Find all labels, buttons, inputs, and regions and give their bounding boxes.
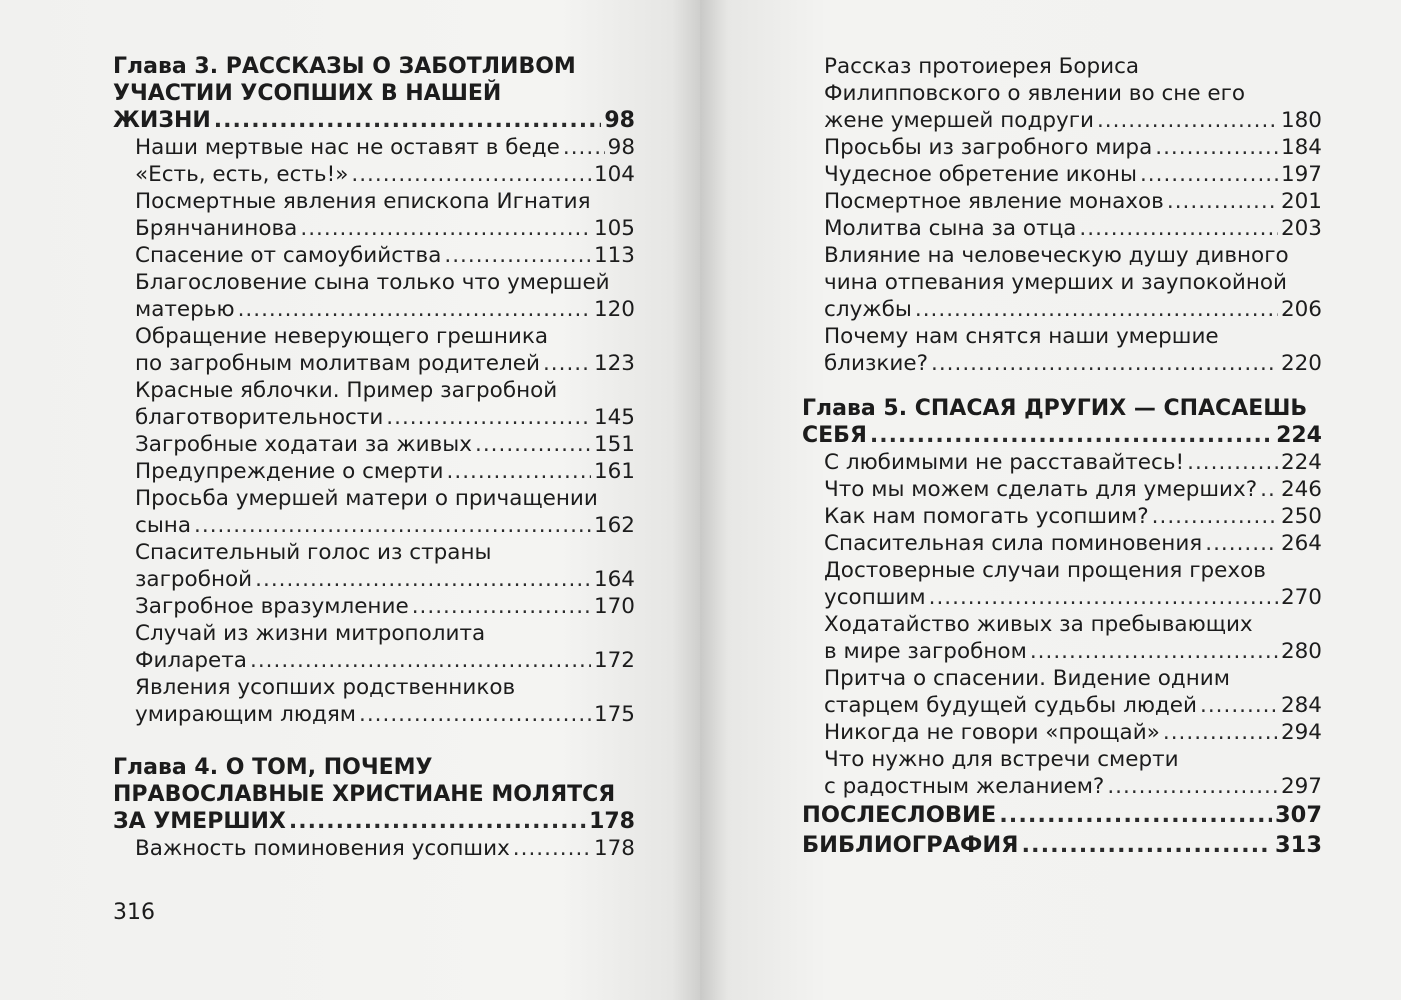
entry-title: загробной	[135, 567, 253, 592]
entry-title: матерью	[135, 297, 235, 322]
entry-title: усопшим	[824, 585, 926, 610]
toc-left	[113, 53, 635, 862]
entry-title: Филарета	[135, 648, 247, 673]
entry-page: 161	[593, 459, 635, 484]
entry-title: умирающим людям	[135, 702, 356, 727]
leader-dots	[447, 458, 591, 485]
entry-page: 201	[1280, 189, 1322, 214]
entry-page: 164	[593, 567, 635, 592]
toc-entry[interactable]	[135, 296, 635, 323]
entry-title: Предупреждение о смерти	[135, 459, 444, 484]
entry-page: 123	[593, 351, 635, 376]
entry-title-line: Притча о спасении. Видение одним	[824, 666, 1230, 691]
entry-page: 250	[1280, 504, 1322, 529]
entry-title: Как нам помогать усопшим?	[824, 504, 1149, 529]
entry-title: СЕБЯ	[802, 423, 867, 448]
toc-entry[interactable]	[135, 701, 635, 728]
entry-title-line: Спасительный голос из страны	[135, 540, 492, 565]
entry-title-line: Обращение неверующего грешника	[135, 324, 549, 349]
leader-dots	[359, 701, 591, 728]
entry-page: 284	[1280, 693, 1322, 718]
entry-page: 220	[1280, 351, 1322, 376]
leader-dots	[870, 422, 1273, 449]
leader-dots	[1260, 476, 1278, 503]
leader-dots	[250, 647, 591, 674]
leader-dots	[194, 512, 591, 539]
leader-dots	[475, 431, 591, 458]
entry-title: БИБЛИОГРАФИЯ	[802, 832, 1019, 858]
entry-title-line: Достоверные случаи прощения грехов	[824, 558, 1266, 583]
entry-title: с радостным желанием?	[824, 774, 1105, 799]
leader-dots	[999, 800, 1272, 830]
entry-title: близкие?	[824, 351, 929, 376]
entry-title: Наши мертвые нас не оставят в беде	[135, 135, 560, 160]
leader-dots	[412, 593, 591, 620]
entry-page: 104	[593, 162, 635, 187]
toc-right	[802, 53, 1322, 860]
entry-title: «Есть, есть, есть!»	[135, 162, 349, 187]
entry-page: 224	[1280, 450, 1322, 475]
entry-page: 178	[589, 809, 635, 834]
entry-title-line: Влияние на человеческую душу дивного	[824, 243, 1289, 268]
entry-title: Что мы можем сделать для умерших?	[824, 477, 1258, 502]
toc-entry[interactable]	[824, 692, 1322, 719]
toc-entry[interactable]	[135, 431, 635, 458]
toc-entry[interactable]	[824, 584, 1322, 611]
leader-dots	[1140, 161, 1278, 188]
entry-title: в мире загробном	[824, 639, 1027, 664]
leader-dots	[1187, 449, 1278, 476]
toc-entry[interactable]	[135, 161, 635, 188]
entry-page: 270	[1280, 585, 1322, 610]
leader-dots	[1152, 503, 1278, 530]
toc-entry-chapter-4[interactable]	[113, 808, 635, 835]
leader-dots	[444, 242, 591, 269]
entry-page: 264	[1280, 531, 1322, 556]
toc-entry[interactable]	[135, 134, 635, 161]
toc-entry-afterword[interactable]	[802, 800, 1322, 830]
entry-page: 145	[593, 405, 635, 430]
toc-entry[interactable]	[824, 107, 1322, 134]
entry-title-line: Филипповского о явлении во сне его	[824, 81, 1246, 106]
leader-dots	[929, 584, 1278, 611]
leader-dots	[1079, 215, 1278, 242]
entry-title-line: Благословение сына только что умершей	[135, 270, 610, 295]
entry-title: Никогда не говори «прощай»	[824, 720, 1160, 745]
entry-page: 151	[593, 432, 635, 457]
entry-page: 98	[607, 135, 635, 160]
toc-entry-chapter-5[interactable]	[802, 422, 1322, 449]
entry-page: 98	[604, 108, 635, 133]
entry-page: 307	[1275, 802, 1322, 828]
entry-title: благотворительности	[135, 405, 384, 430]
toc-entry[interactable]	[135, 404, 635, 431]
toc-entry[interactable]	[135, 647, 635, 674]
toc-entry[interactable]	[824, 215, 1322, 242]
entry-title-line: Явления усопших родственников	[135, 675, 516, 700]
toc-entry[interactable]	[135, 512, 635, 539]
left-page	[0, 0, 700, 1000]
toc-entry[interactable]	[824, 134, 1322, 161]
toc-entry[interactable]	[824, 296, 1322, 323]
entry-page: 170	[593, 594, 635, 619]
leader-dots	[289, 808, 586, 835]
entry-title-line: чина отпевания умерших и заупокойной	[824, 270, 1288, 295]
leader-dots	[1022, 830, 1273, 860]
toc-entry[interactable]	[824, 188, 1322, 215]
entry-page: 294	[1280, 720, 1322, 745]
leader-dots	[214, 107, 602, 134]
toc-entry[interactable]	[824, 503, 1322, 530]
leader-dots	[1097, 107, 1278, 134]
entry-title: Загробные ходатаи за живых	[135, 432, 472, 457]
leader-dots	[300, 215, 591, 242]
leader-dots	[386, 404, 591, 431]
entry-title: Загробное вразумление	[135, 594, 409, 619]
entry-title-line: Ходатайство живых за пребывающих	[824, 612, 1253, 637]
entry-title: службы	[824, 297, 912, 322]
toc-entry[interactable]	[135, 242, 635, 269]
toc-entry[interactable]	[135, 458, 635, 485]
leader-dots	[1200, 692, 1278, 719]
entry-page: 197	[1280, 162, 1322, 187]
entry-title: по загробным молитвам родителей	[135, 351, 540, 376]
page-number: 316	[113, 900, 155, 925]
entry-title: Чудесное обретение иконы	[824, 162, 1137, 187]
entry-title: ЖИЗНИ	[113, 108, 211, 133]
toc-entry[interactable]	[135, 835, 635, 862]
leader-dots	[915, 296, 1278, 323]
entry-page: 175	[593, 702, 635, 727]
toc-entry[interactable]	[824, 449, 1322, 476]
entry-page: 246	[1280, 477, 1322, 502]
toc-entry[interactable]	[135, 593, 635, 620]
entry-page: 313	[1275, 832, 1322, 858]
entry-page: 280	[1280, 639, 1322, 664]
entry-title-line: Просьба умершей матери о причащении	[135, 486, 598, 511]
entry-title: С любимыми не расставайтесь!	[824, 450, 1185, 475]
leader-dots	[1163, 719, 1278, 746]
entry-title: Спасительная сила поминовения	[824, 531, 1203, 556]
leader-dots	[1205, 530, 1278, 557]
entry-page: 180	[1280, 108, 1322, 133]
entry-title-line: Почему нам снятся наши умершие	[824, 324, 1219, 349]
leader-dots	[1107, 773, 1278, 800]
entry-page: 105	[593, 216, 635, 241]
leader-dots	[255, 566, 591, 593]
entry-page: 113	[593, 243, 635, 268]
entry-page: 203	[1280, 216, 1322, 241]
entry-title: Просьбы из загробного мира	[824, 135, 1153, 160]
toc-entry[interactable]	[824, 161, 1322, 188]
leader-dots	[543, 350, 591, 377]
leader-dots	[351, 161, 591, 188]
chapter-3-title-line: УЧАСТИИ УСОПШИХ В НАШЕЙ	[113, 81, 502, 106]
toc-entry[interactable]	[824, 773, 1322, 800]
entry-title: жене умершей подруги	[824, 108, 1094, 133]
chapter-3-title-line: Глава 3. РАССКАЗЫ О ЗАБОТЛИВОМ	[113, 54, 576, 79]
entry-page: 172	[593, 648, 635, 673]
chapter-5-title-line: Глава 5. СПАСАЯ ДРУГИХ — СПАСАЕШЬ	[802, 396, 1308, 421]
entry-page: 297	[1280, 774, 1322, 799]
entry-title-line: Посмертные явления епископа Игнатия	[135, 189, 591, 214]
entry-title-line: Случай из жизни митрополита	[135, 621, 486, 646]
toc-entry[interactable]	[824, 350, 1322, 377]
toc-entry[interactable]	[135, 566, 635, 593]
entry-title: Спасение от самоубийства	[135, 243, 442, 268]
toc-entry-chapter-3[interactable]	[113, 107, 635, 134]
entry-title: Молитва сына за отца	[824, 216, 1077, 241]
toc-entry-bibliography[interactable]	[802, 830, 1322, 860]
leader-dots	[563, 134, 605, 161]
entry-page: 224	[1276, 423, 1322, 448]
entry-title: старцем будущей судьбы людей	[824, 693, 1197, 718]
toc-entry[interactable]	[824, 638, 1322, 665]
right-page	[700, 0, 1401, 1000]
leader-dots	[1167, 188, 1278, 215]
entry-title: Важность поминовения усопших	[135, 836, 510, 861]
entry-page: 162	[593, 513, 635, 538]
entry-title-line: Красные яблочки. Пример загробной	[135, 378, 558, 403]
toc-entry[interactable]	[824, 719, 1322, 746]
chapter-4-title-line: ПРАВОСЛАВНЫЕ ХРИСТИАНЕ МОЛЯТСЯ	[113, 782, 616, 807]
entry-title: Посмертное явление монахов	[824, 189, 1164, 214]
leader-dots	[1030, 638, 1278, 665]
toc-entry[interactable]	[824, 530, 1322, 557]
entry-title: ПОСЛЕСЛОВИЕ	[802, 802, 997, 828]
toc-entry[interactable]	[135, 215, 635, 242]
entry-page: 184	[1280, 135, 1322, 160]
entry-title-line: Рассказ протоиерея Бориса	[824, 54, 1140, 79]
leader-dots	[931, 350, 1278, 377]
entry-title: сына	[135, 513, 192, 538]
leader-dots	[238, 296, 591, 323]
entry-page: 178	[593, 836, 635, 861]
entry-page: 206	[1280, 297, 1322, 322]
toc-entry[interactable]	[135, 350, 635, 377]
leader-dots	[1155, 134, 1278, 161]
entry-page: 120	[593, 297, 635, 322]
entry-title-line: Что нужно для встречи смерти	[824, 747, 1179, 772]
toc-entry[interactable]	[824, 476, 1322, 503]
entry-title: ЗА УМЕРШИХ	[113, 809, 286, 834]
chapter-4-title-line: Глава 4. О ТОМ, ПОЧЕМУ	[113, 755, 433, 780]
leader-dots	[513, 835, 591, 862]
entry-title: Брянчанинова	[135, 216, 298, 241]
